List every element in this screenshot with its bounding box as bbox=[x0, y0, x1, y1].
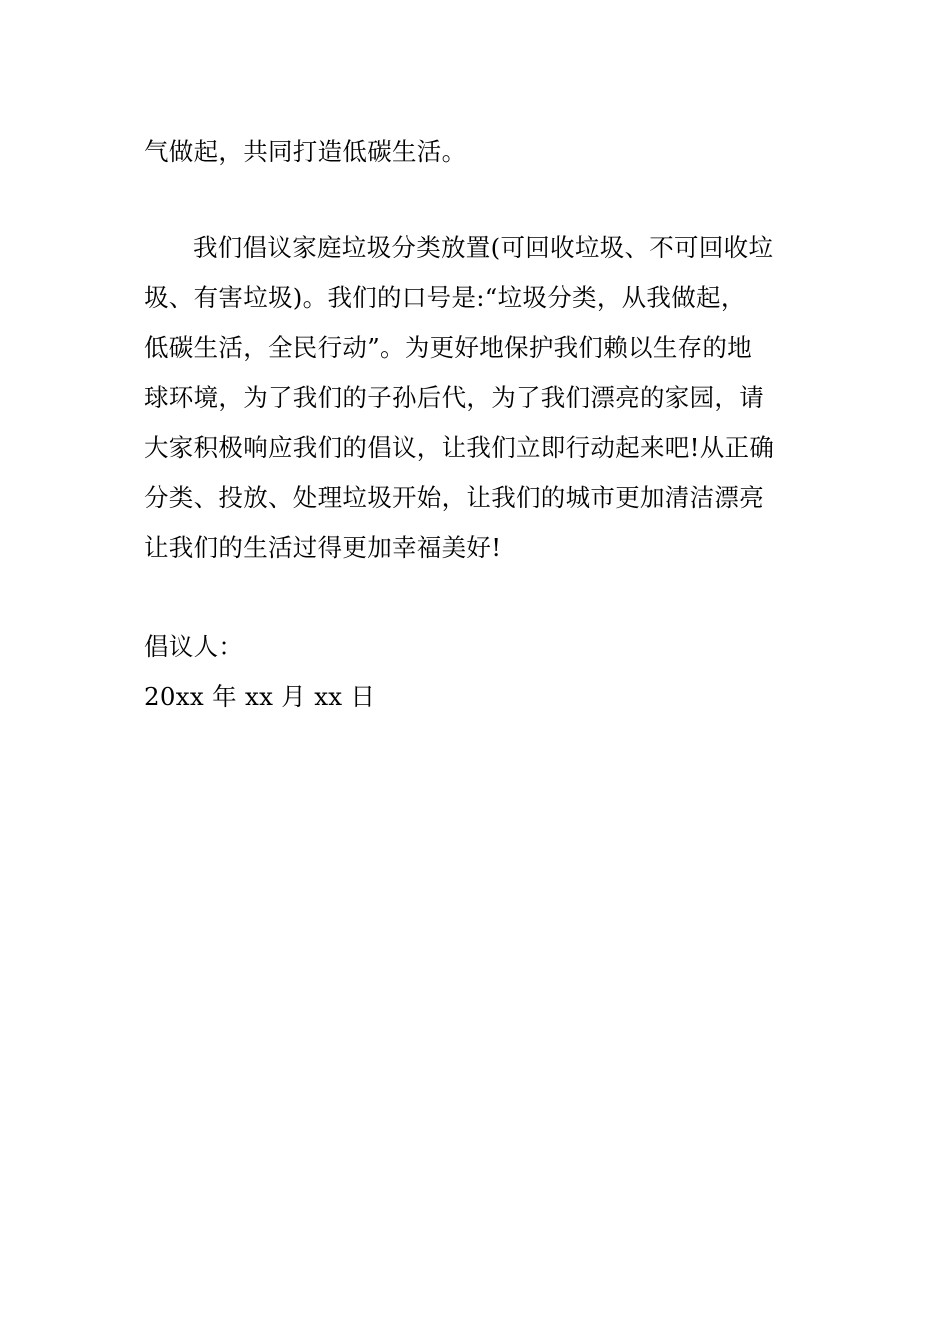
signature-label: 倡议人： bbox=[144, 632, 244, 661]
paragraph-line-2: 圾、有害垃圾)。我们的口号是:“垃圾分类，从我做起， bbox=[144, 283, 746, 312]
paragraph-line-6: 分类、投放、处理垃圾开始，让我们的城市更加清洁漂亮 bbox=[144, 483, 764, 512]
paragraph-line-3: 低碳生活，全民行动”。为更好地保护我们赖以生存的地 bbox=[144, 333, 753, 362]
paragraph-line-7: 让我们的生活过得更加幸福美好! bbox=[144, 533, 502, 562]
continuation-line: 气做起，共同打造低碳生活。 bbox=[144, 137, 467, 166]
signature-date: 20xx 年 xx 月 xx 日 bbox=[144, 682, 376, 711]
paragraph-line-5: 大家积极响应我们的倡议，让我们立即行动起来吧!从正确 bbox=[144, 433, 775, 462]
paragraph-line-1: 我们倡议家庭垃圾分类放置(可回收垃圾、不可回收垃 bbox=[193, 233, 774, 262]
paragraph-line-4: 球环境，为了我们的子孙后代，为了我们漂亮的家园，请 bbox=[144, 383, 764, 412]
